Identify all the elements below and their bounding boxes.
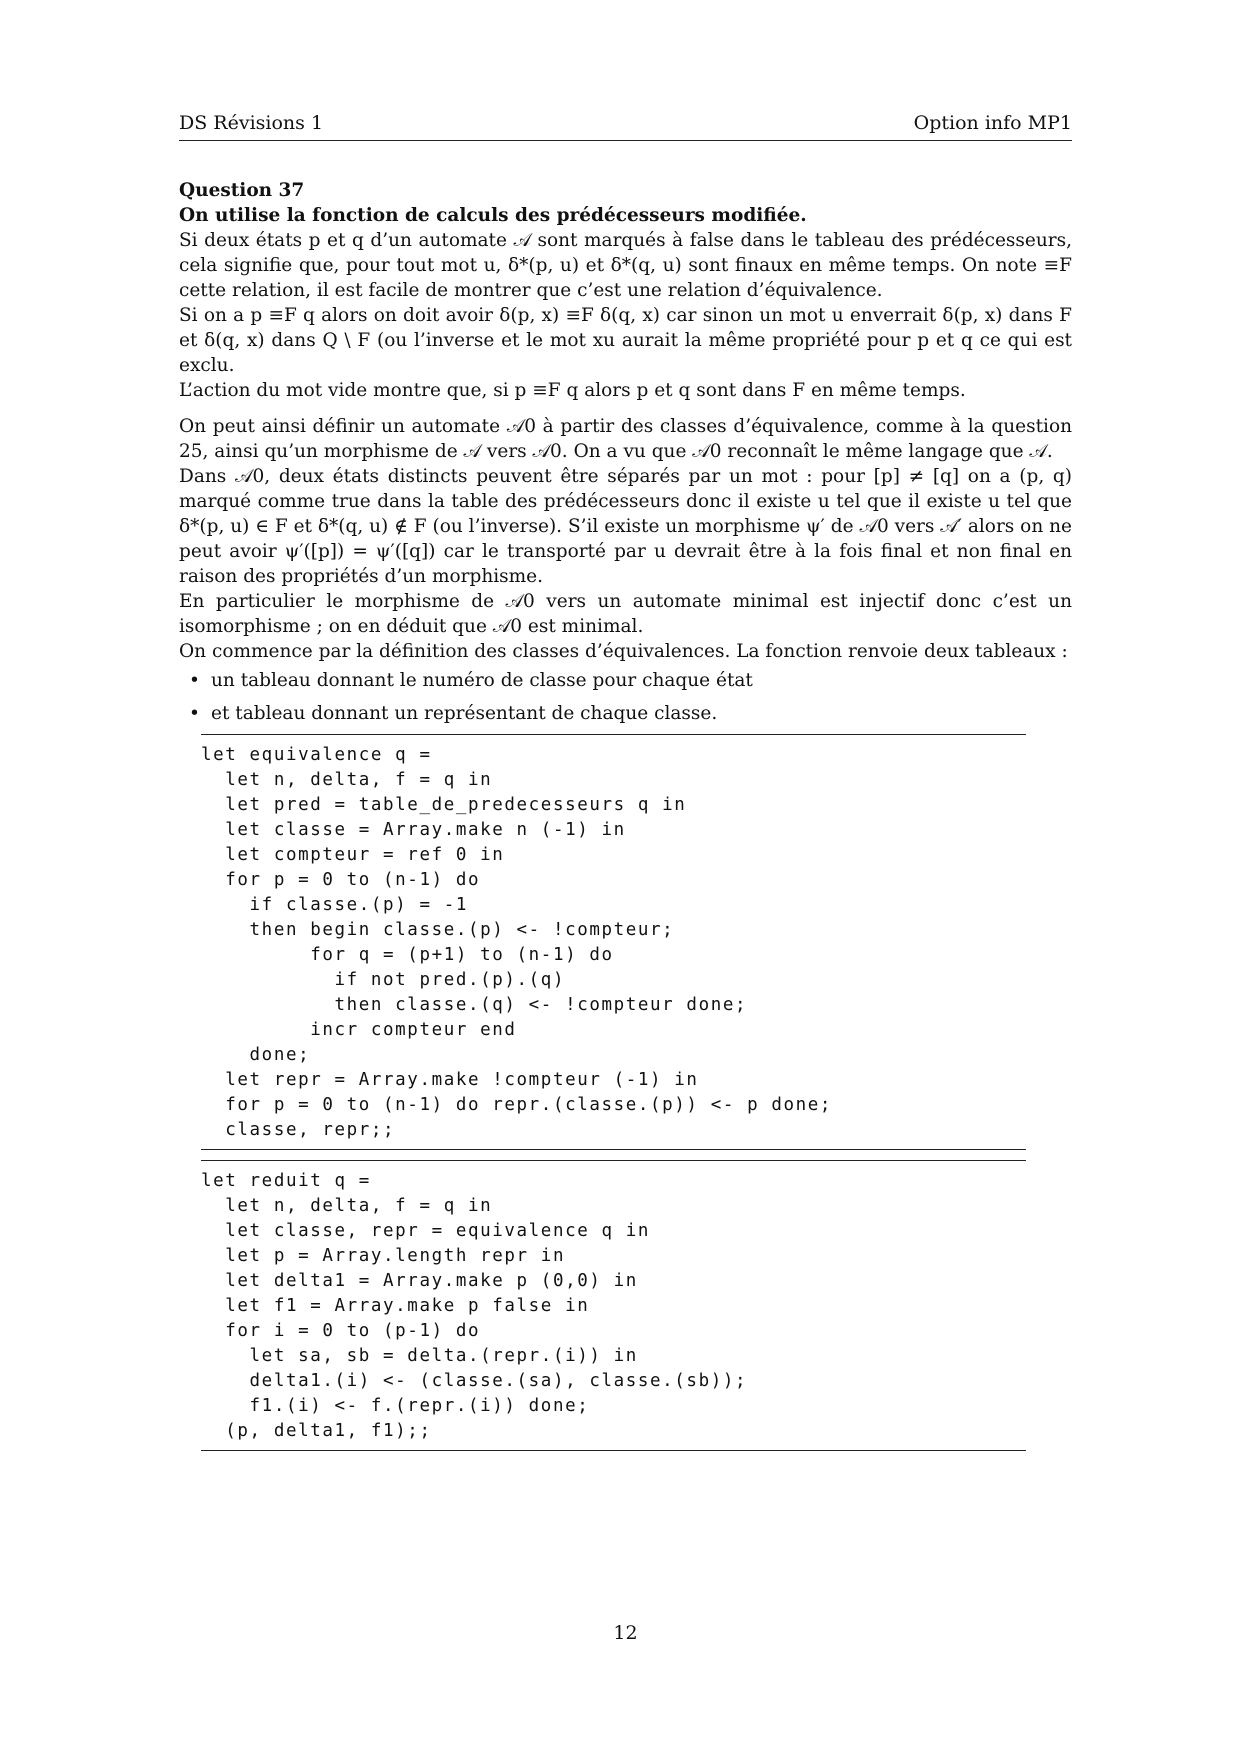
list-item: • et tableau donnant un représentant de chaque classe. <box>211 701 1072 726</box>
header-right: Option info MP1 <box>913 112 1072 134</box>
paragraph: Si on a p ≡F q alors on doit avoir δ(p, x) ≡F δ(q, x) car sinon un mot u enverrait δ(p, x) dans F et δ(q, x) dans Q \ F (ou l’inverse et le mot xu aurait la même propriété pour p et q ce qui est exclu. <box>179 305 1072 376</box>
page-number: 12 <box>613 1622 638 1644</box>
paragraph: En particulier le morphisme de 𝒜0 vers un automate minimal est injectif donc c’est un isomorphisme ; on en déduit que 𝒜0 est minimal. <box>179 591 1072 637</box>
question-title: Question 37 <box>179 180 305 201</box>
header-left: DS Révisions 1 <box>179 112 324 134</box>
paragraph: L’action du mot vide montre que, si p ≡F q alors p et q sont dans F en même temps. <box>179 380 966 401</box>
list-item: • un tableau donnant le numéro de classe pour chaque état <box>211 668 1072 693</box>
paragraph: On peut ainsi définir un automate 𝒜0 à partir des classes d’équivalence, comme à la question 25, ainsi qu’un morphisme de 𝒜 vers 𝒜0. On a vu que 𝒜0 reconnaît le même langage que 𝒜. <box>179 416 1072 462</box>
main-content <box>179 178 1072 1451</box>
bullet-list <box>179 668 1072 726</box>
paragraph: Dans 𝒜0, deux états distincts peuvent être séparés par un mot : pour [p] ≠ [q] on a (p, q) marqué comme true dans la table des prédécesseurs donc il existe u tel que il existe u tel que δ*(p, u) ∈ F et δ*(q, u) ∉ F (ou l’inverse). S’il existe un morphisme ψ′ de 𝒜0 vers 𝒜′ alors on ne peut avoir ψ′([p]) = ψ′([q]) car le transporté par u devrait être à la fois final et non final en raison des propriétés d’un morphisme. <box>179 466 1072 587</box>
question-subtitle: On utilise la fonction de calculs des prédécesseurs modifiée. <box>179 205 807 226</box>
code-block-reduit: let reduit q = let n, delta, f = q in let classe, repr = equivalence q in let p = Array.length repr in let delta1 = Array.make p (0,0) in let f1 = Array.make p false in for i = 0 to (p-1) do let sa, sb = delta.(repr.(i)) in delta1.(i) <- (classe.(sa), classe.(sb)); f1.(i) <- f.(repr.(i)) done; (p, delta1, f1);; <box>201 1160 1026 1451</box>
paragraph: Si deux états p et q d’un automate 𝒜 sont marqués à false dans le tableau des prédécesseurs, cela signifie que, pour tout mot u, δ*(p, u) et δ*(q, u) sont finaux en même temps. On note ≡F cette relation, il est facile de montrer que c’est une relation d’équivalence. <box>179 230 1072 301</box>
code-block-equivalence: let equivalence q = let n, delta, f = q in let pred = table_de_predecesseurs q in let classe = Array.make n (-1) in let compteur = ref 0 in for p = 0 to (n-1) do if classe.(p) = -1 then begin classe.(p) <- !compteur; for q = (p+1) to (n-1) do if not pred.(p).(q) then classe.(q) <- !compteur done; incr compteur end done; let repr = Array.make !compteur (-1) in for p = 0 to (n-1) do repr.(classe.(p)) <- p done; classe, repr;; <box>201 734 1026 1150</box>
page-header <box>179 112 1072 141</box>
paragraph: On commence par la définition des classes d’équivalences. La fonction renvoie deux tableaux : <box>179 641 1068 662</box>
